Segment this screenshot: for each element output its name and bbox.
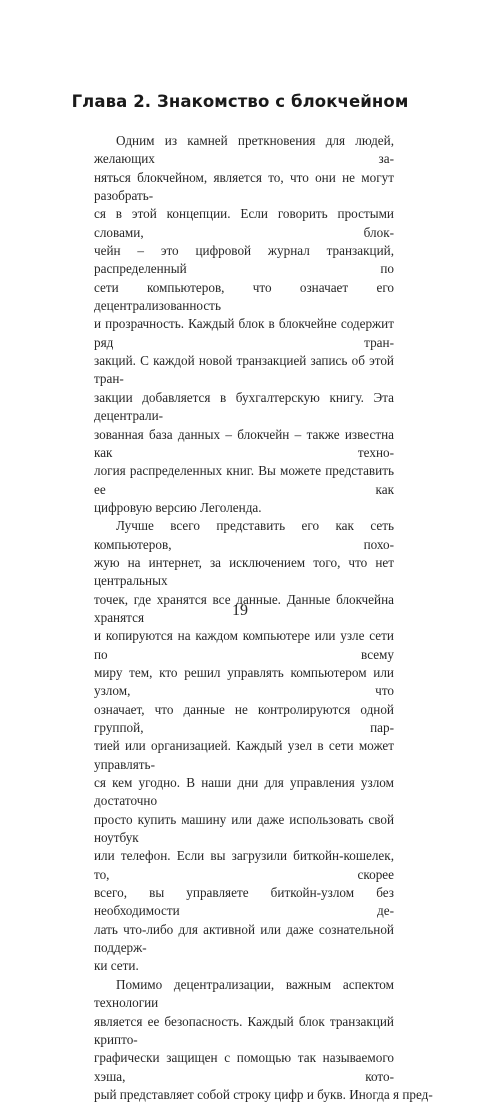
text-line: Помимо децентрализации, важным аспектом технологии (94, 976, 394, 1011)
text-line: чейн – это цифровой журнал транзакций, распределенный по (94, 243, 394, 277)
text-line: закций. С каждой новой транзакцией запись об этой тран- (94, 353, 394, 387)
text-line: графически защищен с помощью так называемого хэша, кото- (94, 1050, 394, 1084)
text-line: рый представляет собой строку цифр и букв. Иногда я пред- (94, 1086, 433, 1102)
text-line: закции добавляется в бухгалтерскую книгу. Эта децентрали- (94, 389, 394, 424)
paragraph (94, 517, 394, 976)
text-line: всего, вы управляете биткойн-узлом без необходимости де- (94, 885, 394, 919)
text-line: тией или организацией. Каждый узел в сети может управлять- (94, 738, 394, 772)
text-line: зованная база данных – блокчейн – также известна как техно- (94, 426, 394, 460)
text-line: ся кем угодно. В наши дни для управления узлом достаточно (94, 775, 394, 809)
text-line: жую на интернет, за исключением того, что нет центральных (94, 554, 394, 589)
text-line: означает, что данные не контролируются одной группой, пар- (94, 701, 394, 735)
text-line: или телефон. Если вы загрузили биткойн-кошелек, то, скорее (94, 848, 394, 882)
text-line: сети компьютеров, что означает его децентрализованность (94, 279, 394, 314)
text-line: точек, где хранятся все данные. Данные блокчейна хранятся (94, 591, 394, 625)
text-line: и прозрачность. Каждый блок в блокчейне содержит ряд тран- (94, 316, 394, 350)
text-line: Одним из камней преткновения для людей, желающих за- (94, 133, 394, 167)
page-number: 19 (232, 602, 248, 619)
text-line: просто купить машину или даже использовать свой ноутбук (94, 811, 394, 846)
paragraph (94, 976, 433, 1104)
text-line: ки сети. (94, 958, 139, 974)
text-line: является ее безопасность. Каждый блок транзакций крипто- (94, 1013, 394, 1047)
text-line: Лучше всего представить его как сеть компьютеров, похо- (94, 518, 394, 552)
text-line: ся в этой концепции. Если говорить простыми словами, блок- (94, 206, 394, 240)
text-line: цифровую версию Леголенда. (94, 499, 262, 515)
text-line: лать что-либо для активной или даже сознательной поддерж- (94, 921, 394, 956)
text-line: и копируются на каждом компьютере или узле сети по всему (94, 628, 394, 662)
chapter-title: Глава 2. Знакомство с блокчейном (71, 92, 409, 111)
paragraph (94, 132, 394, 517)
text-line: няться блокчейном, является то, что они не могут разобрать- (94, 169, 394, 204)
text-line: логия распределенных книг. Вы можете представить ее как (94, 463, 394, 497)
text-line: миру тем, кто решил управлять компьютером или узлом, что (94, 664, 394, 699)
